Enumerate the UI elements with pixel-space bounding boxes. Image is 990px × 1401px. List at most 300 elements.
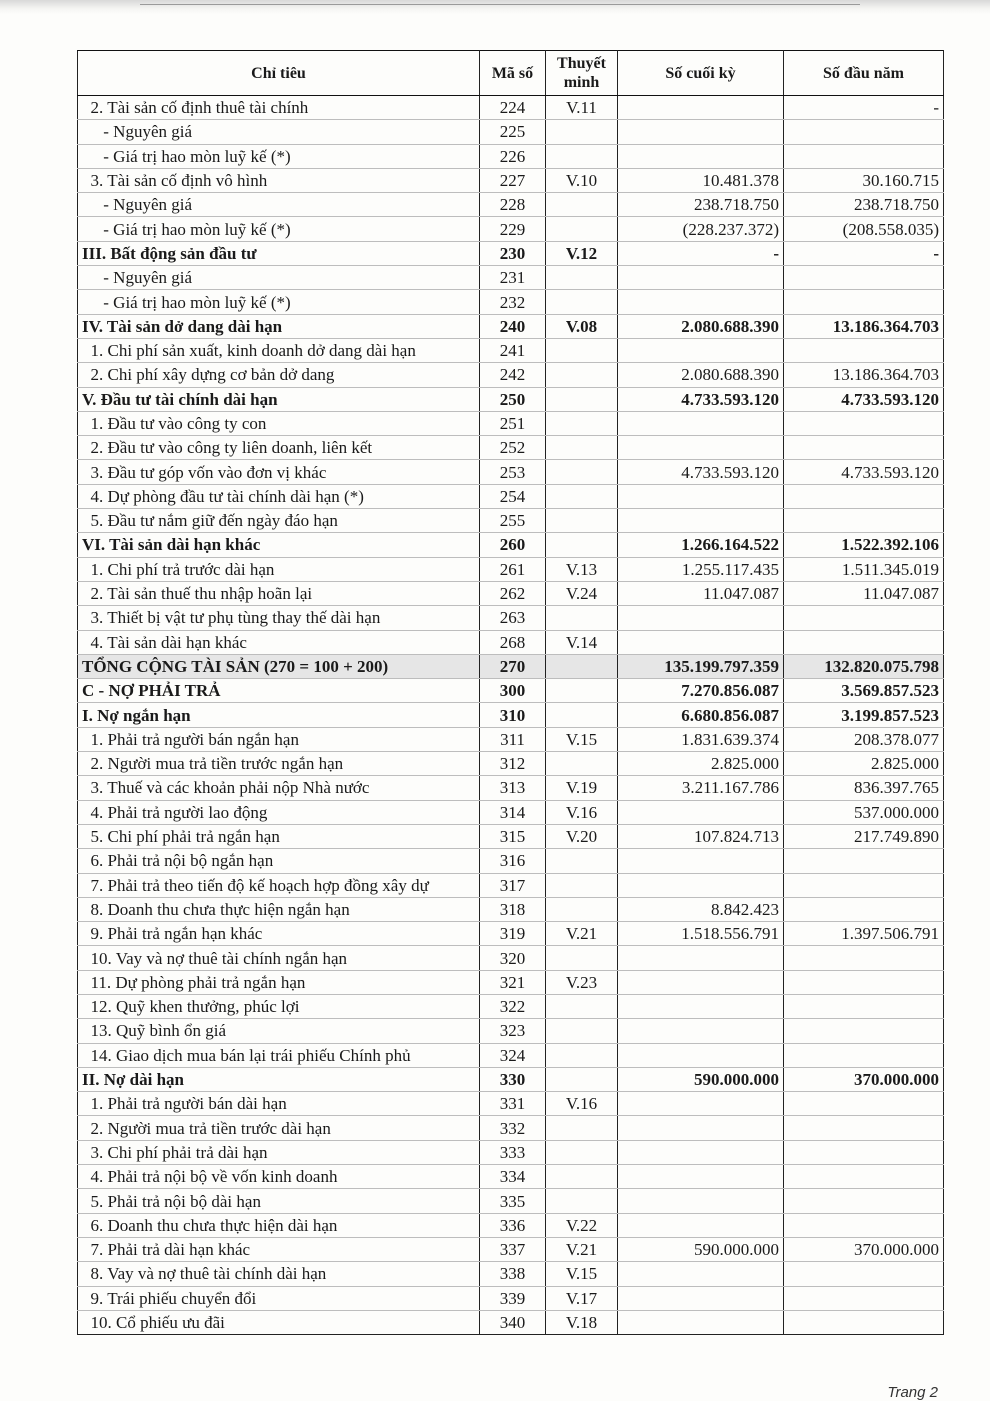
cell-note: V.15 xyxy=(546,1262,618,1286)
cell-begin-value xyxy=(784,606,944,630)
table-row xyxy=(78,1019,944,1043)
cell-begin-value xyxy=(784,897,944,921)
cell-begin-value: - xyxy=(784,96,944,120)
cell-end-value xyxy=(618,873,784,897)
cell-begin-value xyxy=(784,970,944,994)
cell-code: 260 xyxy=(480,533,546,557)
cell-note xyxy=(546,363,618,387)
cell-code: 229 xyxy=(480,217,546,241)
cell-note: V.13 xyxy=(546,557,618,581)
table-row xyxy=(78,581,944,605)
cell-end-value xyxy=(618,994,784,1018)
cell-begin-value: 13.186.364.703 xyxy=(784,363,944,387)
cell-begin-value xyxy=(784,411,944,435)
cell-item: 2. Người mua trả tiền trước dài hạn xyxy=(78,1116,480,1140)
cell-note xyxy=(546,1165,618,1189)
cell-item: 10. Cổ phiếu ưu đãi xyxy=(78,1310,480,1334)
cell-begin-value: 3.569.857.523 xyxy=(784,679,944,703)
table-row xyxy=(78,824,944,848)
cell-end-value xyxy=(618,1043,784,1067)
cell-item: 12. Quỹ khen thưởng, phúc lợi xyxy=(78,994,480,1018)
cell-item: C - NỢ PHẢI TRẢ xyxy=(78,679,480,703)
table-row xyxy=(78,873,944,897)
cell-note: V.17 xyxy=(546,1286,618,1310)
cell-code: 315 xyxy=(480,824,546,848)
table-row xyxy=(78,727,944,751)
cell-item: 3. Thiết bị vật tư phụ tùng thay thế dài hạn xyxy=(78,606,480,630)
cell-begin-value xyxy=(784,484,944,508)
cell-item: 4. Phải trả người lao động xyxy=(78,800,480,824)
table-row xyxy=(78,1116,944,1140)
cell-begin-value xyxy=(784,946,944,970)
cell-item: 1. Chi phí trả trước dài hạn xyxy=(78,557,480,581)
cell-item: - Nguyên giá xyxy=(78,193,480,217)
cell-code: 228 xyxy=(480,193,546,217)
cell-end-value: 107.824.713 xyxy=(618,824,784,848)
cell-note: V.16 xyxy=(546,1092,618,1116)
cell-item: 4. Dự phòng đầu tư tài chính dài hạn (*) xyxy=(78,484,480,508)
table-row xyxy=(78,1310,944,1334)
cell-code: 254 xyxy=(480,484,546,508)
cell-item: III. Bất động sản đầu tư xyxy=(78,241,480,265)
table-row xyxy=(78,266,944,290)
cell-note: V.24 xyxy=(546,581,618,605)
cell-end-value: 590.000.000 xyxy=(618,1237,784,1261)
cell-begin-value: (208.558.035) xyxy=(784,217,944,241)
cell-note: V.18 xyxy=(546,1310,618,1334)
cell-code: 232 xyxy=(480,290,546,314)
cell-end-value xyxy=(618,606,784,630)
cell-end-value xyxy=(618,266,784,290)
cell-item: 3. Thuế và các khoản phải nộp Nhà nước xyxy=(78,776,480,800)
table-header-row xyxy=(78,51,944,96)
header-begin-year: Số đầu năm xyxy=(784,51,944,96)
cell-item: I. Nợ ngắn hạn xyxy=(78,703,480,727)
table-row xyxy=(78,533,944,557)
table-row xyxy=(78,606,944,630)
cell-item: 2. Đầu tư vào công ty liên doanh, liên kết xyxy=(78,436,480,460)
cell-end-value xyxy=(618,630,784,654)
table-row xyxy=(78,436,944,460)
cell-end-value xyxy=(618,1092,784,1116)
cell-end-value: - xyxy=(618,241,784,265)
cell-note xyxy=(546,1116,618,1140)
table-row xyxy=(78,338,944,362)
cell-note: V.21 xyxy=(546,922,618,946)
cell-begin-value xyxy=(784,436,944,460)
cell-code: 340 xyxy=(480,1310,546,1334)
cell-item: 7. Phải trả dài hạn khác xyxy=(78,1237,480,1261)
cell-code: 250 xyxy=(480,387,546,411)
cell-end-value xyxy=(618,120,784,144)
cell-item: V. Đầu tư tài chính dài hạn xyxy=(78,387,480,411)
cell-code: 320 xyxy=(480,946,546,970)
table-row xyxy=(78,849,944,873)
cell-code: 338 xyxy=(480,1262,546,1286)
cell-note xyxy=(546,994,618,1018)
cell-note: V.21 xyxy=(546,1237,618,1261)
cell-begin-value xyxy=(784,1140,944,1164)
cell-code: 255 xyxy=(480,509,546,533)
cell-end-value xyxy=(618,96,784,120)
cell-begin-value: 836.397.765 xyxy=(784,776,944,800)
cell-code: 331 xyxy=(480,1092,546,1116)
cell-note xyxy=(546,679,618,703)
cell-code: 242 xyxy=(480,363,546,387)
cell-item: 9. Trái phiếu chuyển đổi xyxy=(78,1286,480,1310)
cell-note xyxy=(546,217,618,241)
cell-item: 3. Đầu tư góp vốn vào đơn vị khác xyxy=(78,460,480,484)
cell-end-value: 11.047.087 xyxy=(618,581,784,605)
cell-end-value xyxy=(618,1310,784,1334)
cell-note xyxy=(546,460,618,484)
table-row xyxy=(78,1189,944,1213)
cell-item: 11. Dự phòng phải trả ngắn hạn xyxy=(78,970,480,994)
cell-end-value: 2.080.688.390 xyxy=(618,314,784,338)
cell-note xyxy=(546,1043,618,1067)
cell-begin-value: 537.000.000 xyxy=(784,800,944,824)
cell-begin-value xyxy=(784,1213,944,1237)
cell-note: V.15 xyxy=(546,727,618,751)
table-row xyxy=(78,630,944,654)
table-row xyxy=(78,1262,944,1286)
cell-item: 7. Phải trả theo tiến độ kế hoạch hợp đồng xây dự xyxy=(78,873,480,897)
cell-begin-value: 370.000.000 xyxy=(784,1067,944,1091)
cell-begin-value xyxy=(784,1310,944,1334)
cell-begin-value: 3.199.857.523 xyxy=(784,703,944,727)
cell-code: 226 xyxy=(480,144,546,168)
table-row xyxy=(78,1237,944,1261)
cell-begin-value: 1.522.392.106 xyxy=(784,533,944,557)
cell-end-value xyxy=(618,1189,784,1213)
cell-end-value: 3.211.167.786 xyxy=(618,776,784,800)
cell-begin-value: 1.511.345.019 xyxy=(784,557,944,581)
cell-end-value xyxy=(618,1116,784,1140)
cell-end-value xyxy=(618,411,784,435)
cell-end-value xyxy=(618,800,784,824)
cell-code: 333 xyxy=(480,1140,546,1164)
cell-code: 262 xyxy=(480,581,546,605)
cell-note xyxy=(546,873,618,897)
cell-begin-value xyxy=(784,849,944,873)
cell-note xyxy=(546,1140,618,1164)
table-row xyxy=(78,752,944,776)
cell-note xyxy=(546,533,618,557)
table-row xyxy=(78,994,944,1018)
table-row xyxy=(78,387,944,411)
cell-code: 253 xyxy=(480,460,546,484)
cell-code: 252 xyxy=(480,436,546,460)
table-row xyxy=(78,1213,944,1237)
table-row xyxy=(78,1140,944,1164)
cell-item: 2. Chi phí xây dựng cơ bản dở dang xyxy=(78,363,480,387)
cell-item: 5. Chi phí phải trả ngắn hạn xyxy=(78,824,480,848)
cell-code: 324 xyxy=(480,1043,546,1067)
table-row xyxy=(78,557,944,581)
header-note: Thuyết minh xyxy=(546,51,618,96)
cell-end-value xyxy=(618,1165,784,1189)
cell-end-value: 4.733.593.120 xyxy=(618,460,784,484)
cell-end-value xyxy=(618,1213,784,1237)
table-row xyxy=(78,946,944,970)
cell-note: V.10 xyxy=(546,168,618,192)
cell-end-value xyxy=(618,144,784,168)
cell-end-value: 590.000.000 xyxy=(618,1067,784,1091)
cell-code: 230 xyxy=(480,241,546,265)
cell-item: II. Nợ dài hạn xyxy=(78,1067,480,1091)
table-row xyxy=(78,703,944,727)
cell-code: 268 xyxy=(480,630,546,654)
cell-code: 319 xyxy=(480,922,546,946)
cell-code: 240 xyxy=(480,314,546,338)
table-row xyxy=(78,484,944,508)
cell-note: V.22 xyxy=(546,1213,618,1237)
cell-code: 336 xyxy=(480,1213,546,1237)
cell-begin-value: 217.749.890 xyxy=(784,824,944,848)
cell-end-value xyxy=(618,1262,784,1286)
table-row xyxy=(78,679,944,703)
cell-item: VI. Tài sản dài hạn khác xyxy=(78,533,480,557)
cell-code: 310 xyxy=(480,703,546,727)
cell-code: 314 xyxy=(480,800,546,824)
cell-note xyxy=(546,752,618,776)
cell-code: 313 xyxy=(480,776,546,800)
cell-note xyxy=(546,509,618,533)
cell-note: V.08 xyxy=(546,314,618,338)
header-item: Chỉ tiêu xyxy=(78,51,480,96)
cell-begin-value: 2.825.000 xyxy=(784,752,944,776)
cell-begin-value xyxy=(784,630,944,654)
cell-item: 8. Vay và nợ thuê tài chính dài hạn xyxy=(78,1262,480,1286)
cell-item: 3. Tài sản cố định vô hình xyxy=(78,168,480,192)
cell-item: 9. Phải trả ngắn hạn khác xyxy=(78,922,480,946)
cell-item: 4. Phải trả nội bộ về vốn kinh doanh xyxy=(78,1165,480,1189)
cell-note xyxy=(546,1019,618,1043)
cell-begin-value xyxy=(784,994,944,1018)
cell-item: 6. Doanh thu chưa thực hiện dài hạn xyxy=(78,1213,480,1237)
table-row xyxy=(78,509,944,533)
cell-begin-value xyxy=(784,338,944,362)
table-row xyxy=(78,800,944,824)
cell-code: 261 xyxy=(480,557,546,581)
cell-note: V.14 xyxy=(546,630,618,654)
cell-code: 332 xyxy=(480,1116,546,1140)
cell-begin-value: 1.397.506.791 xyxy=(784,922,944,946)
cell-note: V.11 xyxy=(546,96,618,120)
table-row xyxy=(78,144,944,168)
table-row xyxy=(78,1043,944,1067)
cell-code: 317 xyxy=(480,873,546,897)
cell-item: 1. Phải trả người bán ngắn hạn xyxy=(78,727,480,751)
cell-begin-value: 132.820.075.798 xyxy=(784,654,944,678)
cell-end-value: (228.237.372) xyxy=(618,217,784,241)
cell-item: - Nguyên giá xyxy=(78,266,480,290)
cell-code: 316 xyxy=(480,849,546,873)
cell-code: 263 xyxy=(480,606,546,630)
cell-begin-value: 13.186.364.703 xyxy=(784,314,944,338)
cell-begin-value xyxy=(784,1165,944,1189)
cell-begin-value: - xyxy=(784,241,944,265)
table-row xyxy=(78,193,944,217)
cell-item: IV. Tài sản dở dang dài hạn xyxy=(78,314,480,338)
cell-note xyxy=(546,266,618,290)
cell-code: 335 xyxy=(480,1189,546,1213)
cell-note xyxy=(546,411,618,435)
cell-note xyxy=(546,290,618,314)
cell-end-value xyxy=(618,849,784,873)
cell-item: TỔNG CỘNG TÀI SẢN (270 = 100 + 200) xyxy=(78,654,480,678)
cell-note xyxy=(546,1189,618,1213)
cell-begin-value xyxy=(784,1116,944,1140)
cell-end-value: 1.266.164.522 xyxy=(618,533,784,557)
table-row xyxy=(78,120,944,144)
cell-code: 225 xyxy=(480,120,546,144)
cell-code: 337 xyxy=(480,1237,546,1261)
cell-end-value xyxy=(618,946,784,970)
scan-edge xyxy=(0,0,990,14)
cell-end-value: 8.842.423 xyxy=(618,897,784,921)
cell-end-value xyxy=(618,1286,784,1310)
header-code: Mã số xyxy=(480,51,546,96)
cell-end-value: 135.199.797.359 xyxy=(618,654,784,678)
cell-item: 1. Chi phí sản xuất, kinh doanh dở dang dài hạn xyxy=(78,338,480,362)
cell-end-value: 6.680.856.087 xyxy=(618,703,784,727)
cell-code: 321 xyxy=(480,970,546,994)
cell-note xyxy=(546,338,618,362)
cell-item: 8. Doanh thu chưa thực hiện ngắn hạn xyxy=(78,897,480,921)
cell-begin-value xyxy=(784,1189,944,1213)
table-row xyxy=(78,411,944,435)
cell-item: - Giá trị hao mòn luỹ kế (*) xyxy=(78,144,480,168)
cell-item: 13. Quỹ bình ổn giá xyxy=(78,1019,480,1043)
cell-begin-value xyxy=(784,873,944,897)
cell-begin-value: 208.378.077 xyxy=(784,727,944,751)
cell-item: 1. Phải trả người bán dài hạn xyxy=(78,1092,480,1116)
table-row xyxy=(78,290,944,314)
table-row xyxy=(78,897,944,921)
cell-begin-value xyxy=(784,1092,944,1116)
cell-end-value xyxy=(618,1019,784,1043)
cell-code: 311 xyxy=(480,727,546,751)
cell-code: 231 xyxy=(480,266,546,290)
cell-note xyxy=(546,654,618,678)
cell-note xyxy=(546,387,618,411)
cell-end-value: 2.080.688.390 xyxy=(618,363,784,387)
cell-end-value: 1.831.639.374 xyxy=(618,727,784,751)
table-row xyxy=(78,970,944,994)
table-row xyxy=(78,654,944,678)
cell-begin-value xyxy=(784,266,944,290)
cell-item: 6. Phải trả nội bộ ngắn hạn xyxy=(78,849,480,873)
cell-code: 241 xyxy=(480,338,546,362)
cell-end-value: 1.255.117.435 xyxy=(618,557,784,581)
cell-begin-value xyxy=(784,290,944,314)
cell-begin-value xyxy=(784,144,944,168)
table-row xyxy=(78,776,944,800)
cell-end-value xyxy=(618,290,784,314)
cell-item: 5. Đầu tư nắm giữ đến ngày đáo hạn xyxy=(78,509,480,533)
cell-end-value: 2.825.000 xyxy=(618,752,784,776)
table-row xyxy=(78,168,944,192)
cell-code: 300 xyxy=(480,679,546,703)
cell-note: V.12 xyxy=(546,241,618,265)
cell-item: - Giá trị hao mòn luỹ kế (*) xyxy=(78,290,480,314)
cell-end-value xyxy=(618,338,784,362)
table-row xyxy=(78,1165,944,1189)
cell-item: 3. Chi phí phải trả dài hạn xyxy=(78,1140,480,1164)
cell-item: 4. Tài sản dài hạn khác xyxy=(78,630,480,654)
cell-item: 2. Tài sản thuế thu nhập hoãn lại xyxy=(78,581,480,605)
cell-begin-value: 11.047.087 xyxy=(784,581,944,605)
cell-end-value xyxy=(618,436,784,460)
cell-item: 10. Vay và nợ thuê tài chính ngắn hạn xyxy=(78,946,480,970)
cell-end-value: 7.270.856.087 xyxy=(618,679,784,703)
cell-begin-value: 238.718.750 xyxy=(784,193,944,217)
cell-note: V.23 xyxy=(546,970,618,994)
cell-item: 5. Phải trả nội bộ dài hạn xyxy=(78,1189,480,1213)
table-row xyxy=(78,241,944,265)
cell-begin-value xyxy=(784,1019,944,1043)
cell-item: 14. Giao dịch mua bán lại trái phiếu Chính phủ xyxy=(78,1043,480,1067)
cell-note xyxy=(546,120,618,144)
table-row xyxy=(78,460,944,484)
table-row xyxy=(78,96,944,120)
cell-begin-value xyxy=(784,1043,944,1067)
cell-begin-value xyxy=(784,120,944,144)
table-row xyxy=(78,1092,944,1116)
cell-item: - Giá trị hao mòn luỹ kế (*) xyxy=(78,217,480,241)
cell-begin-value: 4.733.593.120 xyxy=(784,460,944,484)
cell-code: 323 xyxy=(480,1019,546,1043)
page-number: Trang 2 xyxy=(887,1384,938,1401)
cell-end-value xyxy=(618,1140,784,1164)
cell-begin-value: 370.000.000 xyxy=(784,1237,944,1261)
table-row xyxy=(78,922,944,946)
cell-code: 251 xyxy=(480,411,546,435)
cell-code: 270 xyxy=(480,654,546,678)
cell-code: 224 xyxy=(480,96,546,120)
cell-note: V.16 xyxy=(546,800,618,824)
cell-note xyxy=(546,849,618,873)
cell-code: 330 xyxy=(480,1067,546,1091)
cell-note xyxy=(546,703,618,727)
cell-code: 322 xyxy=(480,994,546,1018)
cell-begin-value xyxy=(784,509,944,533)
cell-code: 227 xyxy=(480,168,546,192)
cell-item: 2. Người mua trả tiền trước ngắn hạn xyxy=(78,752,480,776)
cell-end-value xyxy=(618,970,784,994)
cell-begin-value xyxy=(784,1262,944,1286)
cell-item: 1. Đầu tư vào công ty con xyxy=(78,411,480,435)
cell-end-value xyxy=(618,509,784,533)
scan-artifact-line xyxy=(140,4,860,5)
cell-end-value: 238.718.750 xyxy=(618,193,784,217)
cell-code: 312 xyxy=(480,752,546,776)
table-row xyxy=(78,363,944,387)
cell-note: V.20 xyxy=(546,824,618,848)
cell-end-value xyxy=(618,484,784,508)
cell-code: 339 xyxy=(480,1286,546,1310)
cell-note xyxy=(546,484,618,508)
cell-end-value: 1.518.556.791 xyxy=(618,922,784,946)
cell-note xyxy=(546,193,618,217)
cell-begin-value: 30.160.715 xyxy=(784,168,944,192)
table-row xyxy=(78,1067,944,1091)
balance-sheet-table xyxy=(77,50,944,1335)
header-end-period: Số cuối kỳ xyxy=(618,51,784,96)
cell-note: V.19 xyxy=(546,776,618,800)
cell-item: - Nguyên giá xyxy=(78,120,480,144)
